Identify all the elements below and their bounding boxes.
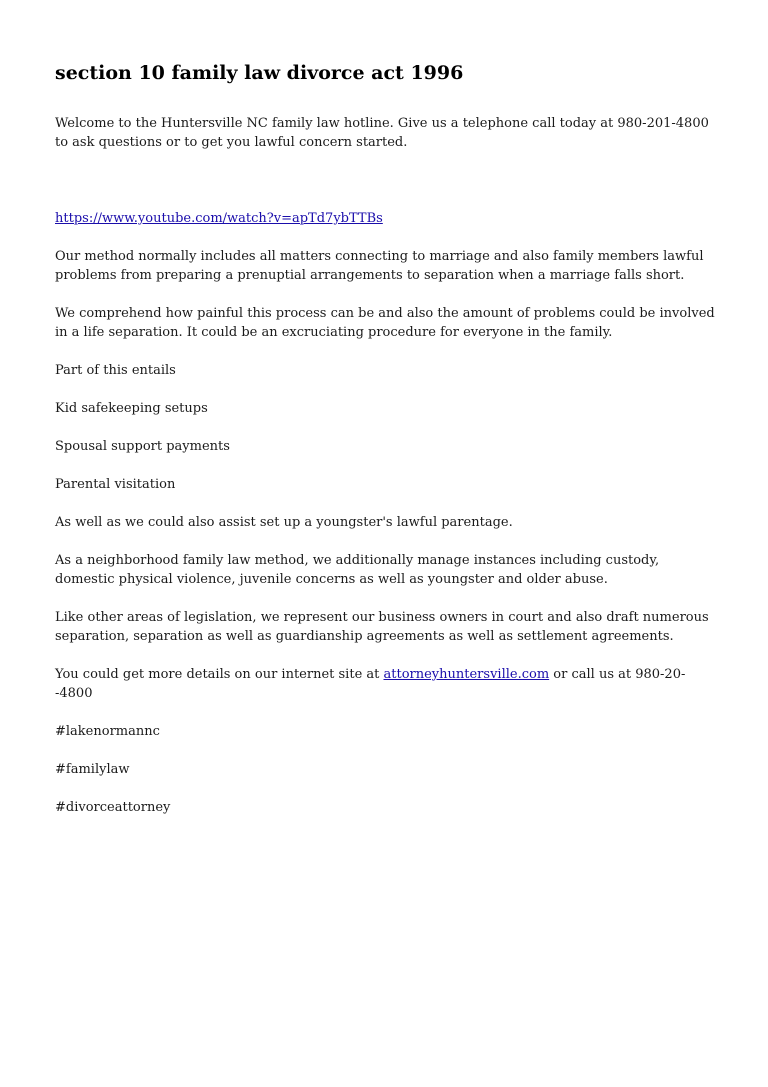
document-page	[55, 58, 717, 836]
hashtag-familylaw: #familylaw	[55, 762, 130, 777]
list-item-spousal-support: Spousal support payments	[55, 439, 230, 454]
hashtag-lakenormannc: #lakenormannc	[55, 724, 160, 739]
contact-suffix: or call us at 980-20--4800	[55, 667, 686, 701]
website-link[interactable]: attorneyhuntersville.com	[383, 667, 550, 682]
contact-paragraph	[55, 665, 717, 703]
document-title: section 10 family law divorce act 1996	[55, 62, 464, 84]
hashtag-divorceattorney: #divorceattorney	[55, 800, 171, 815]
paragraph-legislation: Like other areas of legislation, we represent our business owners in court and also draft numerous separation, separation as well as guardianship agreements as well as settlement agreements.	[55, 610, 709, 644]
intro-paragraph: Welcome to the Huntersville NC family law hotline. Give us a telephone call today at 980-201-4800 to ask questions or to get you lawful concern started.	[55, 116, 709, 150]
youtube-link[interactable]: https://www.youtube.com/watch?v=apTd7ybTTBs	[55, 211, 383, 226]
paragraph-parentage: As well as we could also assist set up a youngster's lawful parentage.	[55, 515, 513, 530]
paragraph-entails: Part of this entails	[55, 363, 176, 378]
video-link-paragraph	[55, 209, 717, 228]
paragraph-neighborhood: As a neighborhood family law method, we additionally manage instances including custody, domestic physical violence, juvenile concerns as well as youngster and older abuse.	[55, 553, 660, 587]
list-item-safekeeping: Kid safekeeping setups	[55, 401, 208, 416]
contact-prefix: You could get more details on our internet site at	[55, 667, 384, 682]
paragraph-comprehend: We comprehend how painful this process can be and also the amount of problems could be involved in a life separation. It could be an excruciating procedure for everyone in the family.	[55, 306, 715, 340]
paragraph-method: Our method normally includes all matters connecting to marriage and also family members lawful problems from preparing a prenuptial arrangements to separation when a marriage falls short.	[55, 249, 704, 283]
list-item-visitation: Parental visitation	[55, 477, 176, 492]
